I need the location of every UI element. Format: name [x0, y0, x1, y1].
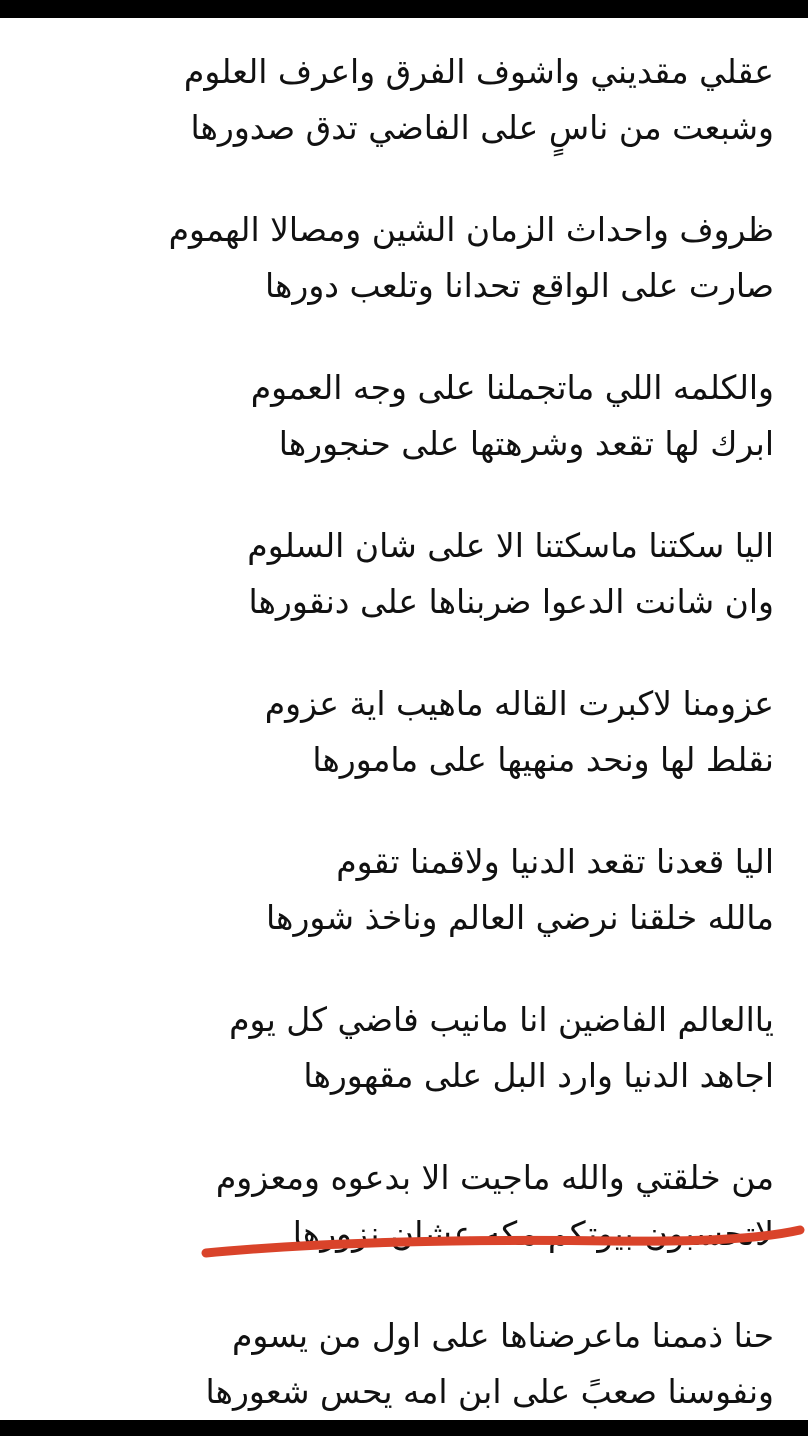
verse-line: اليا سكتنا ماسكتنا الا على شان السلوم — [247, 526, 774, 565]
verse-line: وشبعت من ناسٍ على الفاضي تدق صدورها — [190, 108, 774, 147]
poem-page — [0, 18, 808, 1420]
verse-line-underlined: لاتحسبون بيوتكم مكه عشان نزورها — [292, 1214, 774, 1253]
verse-line: من خلقتي والله ماجيت الا بدعوه ومعزوم — [215, 1158, 774, 1197]
stanza-3 — [34, 360, 774, 472]
bottom-black-bar — [0, 1420, 808, 1436]
verse-line: ابرك لها تقعد وشرهتها على حنجورها — [278, 424, 774, 463]
verse-line: وان شانت الدعوا ضربناها على دنقورها — [248, 582, 774, 621]
stanza-4 — [34, 518, 774, 630]
poem-text — [34, 44, 774, 1420]
verse-line: ظروف واحداث الزمان الشين ومصالا الهموم — [168, 210, 774, 249]
verse-line: ياالعالم الفاضين انا مانيب فاضي كل يوم — [229, 1000, 774, 1039]
verse-line: عزومنا لاكبرت القاله ماهيب اية عزوم — [264, 684, 774, 723]
verse-line: اليا قعدنا تقعد الدنيا ولاقمنا تقوم — [336, 842, 774, 881]
verse-line: عقلي مقديني واشوف الفرق واعرف العلوم — [183, 52, 774, 91]
stanza-5 — [34, 676, 774, 788]
verse-line: ونفوسنا صعبً على ابن امه يحس شعورها — [205, 1372, 774, 1411]
verse-line: حنا ذممنا ماعرضناها على اول من يسوم — [231, 1316, 774, 1355]
stanza-2 — [34, 202, 774, 314]
verse-line: صارت على الواقع تحدانا وتلعب دورها — [264, 266, 774, 305]
stanza-6 — [34, 834, 774, 946]
top-black-bar — [0, 0, 808, 18]
verse-line: والكلمه اللي ماتجملنا على وجه العموم — [250, 368, 774, 407]
stanza-7 — [34, 992, 774, 1104]
verse-line: نقلط لها ونحد منهيها على مامورها — [312, 740, 774, 779]
stanza-1 — [34, 44, 774, 156]
verse-line: مالله خلقنا نرضي العالم وناخذ شورها — [265, 898, 774, 937]
verse-line: اجاهد الدنيا وارد البل على مقهورها — [303, 1056, 774, 1095]
stanza-8-highlighted — [34, 1150, 774, 1262]
stanza-9 — [34, 1308, 774, 1420]
